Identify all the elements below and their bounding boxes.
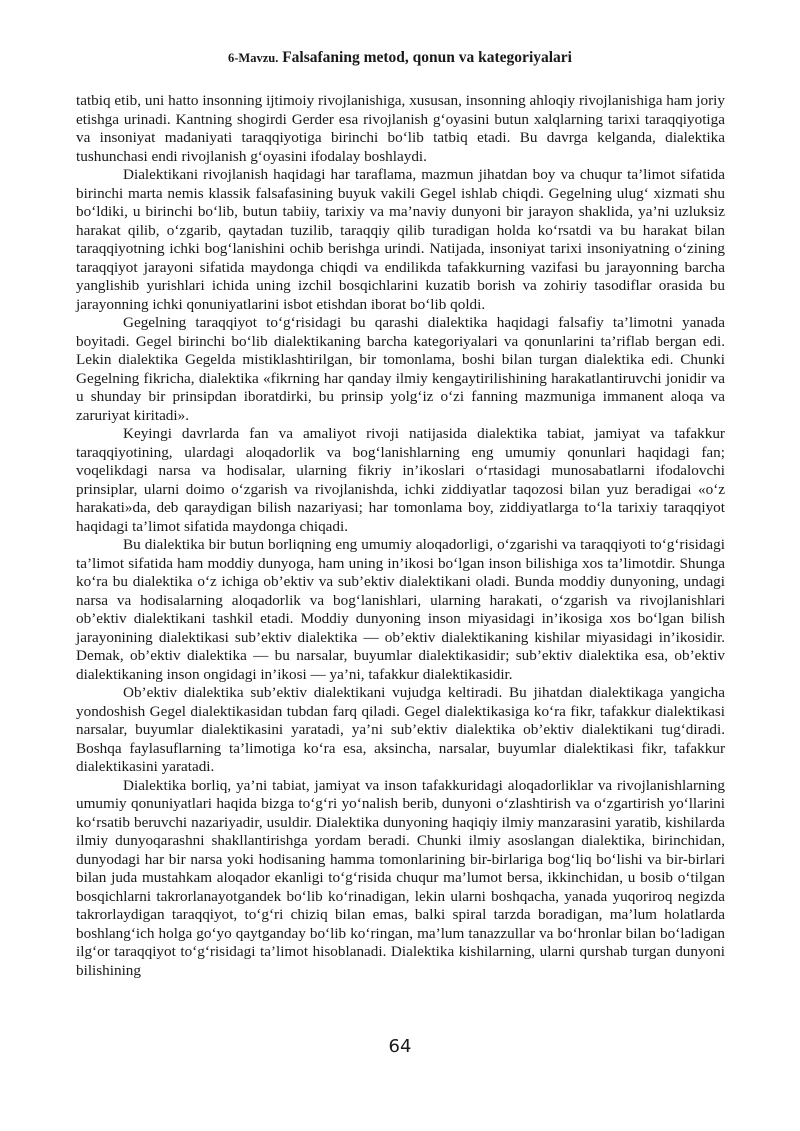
paragraph: Ob’ektiv dialektika sub’ektiv dialektikani vujudga keltiradi. Bu jihatdan dialektikaga yangicha yondoshish Gegel dialektikasidan tubdan farq qiladi. Gegel dialektikasiga ko‘ra fikr, tafakkur dialektikasi narsalar, buyumlar dialektikasini yaratadi, ya’ni sub’ektiv dialektika ob’ektiv dialektikani tug‘diradi. Boshqa faylasuflarning ta’limotiga ko‘ra esa, aksincha, narsalar, buyumlar dialektikasi fikr, tafakkur dialektikasini yaratadi. bbox=[76, 684, 725, 775]
paragraph: tatbiq etib, uni hatto insonning ijtimoiy rivojlanishiga, xususan, insonning ahloqiy rivojlanishiga ham joriy etishga urinadi. Kantning shogirdi Gerder esa rivojlanish g‘oyasini butun xalqlarning tarixi taraqqiyotiga va insoniyat madaniyati taraqqiyotiga birinchi bo‘lib tatbiq etadi. Bu davrga kelganda, dialektika tushunchasi endi rivojlanish g‘oyasini ifodalay boshlaydi. bbox=[76, 92, 725, 165]
page-header bbox=[0, 48, 800, 68]
topic-number: 6-Mavzu. bbox=[227, 51, 279, 65]
body-text bbox=[76, 92, 725, 980]
paragraph: Keyingi davrlarda fan va amaliyot rivoji natijasida dialektika tabiat, jamiyat va tafakkur taraqqiyotining, ulardagi aloqadorlik va bog‘lanishlarning eng umumiy qonunlari haqidagi fan; voqelikdagi narsa va hodisalar, ularning fikriy in’ikoslari o‘rtasidagi munosabatlarni ifodalovchi prinsiplar, ularni doimo o‘zgarish va rivojlanishda, ichki ziddiyatlar taqozosi bilan yuz beradigai «o‘z harakati»da, deb qaraydigan bilish nazariyasi; har tomonlama boy, ziddiyatlarga to‘la tarixiy taraqqiyot haqidagi ta’limot sifatida maydonga chiqadi. bbox=[76, 425, 725, 535]
paragraph: Bu dialektika bir butun borliqning eng umumiy aloqadorligi, o‘zgarishi va taraqqiyoti to‘g‘risidagi ta’limot sifatida ham moddiy dunyoga, ham uning in’ikosi bo‘lgan inson bilishiga xos ta’limotdir. Shunga ko‘ra bu dialektika o‘z ichiga ob’ektiv va sub’ektiv dialektikani oladi. Bunda moddiy dunyoning, undagi narsa va hodisalarning aloqadorlik va bog‘lanishlari, ularning harakati, o‘zgarish va rivojlanishlari ob’ektiv dialektikani tashkil etadi. Moddiy dunyoning inson miyasidagi in’ikosiga xos bo‘lgan bilish jarayonining dialektikasi sub’ektiv dialektika — ob’ektiv dialektikaning kishilar miyasidagi in’ikosidir. Demak, ob’ektiv dialektika — bu narsalar, buyumlar dialektikasidir; sub’ektiv dialektika esa, ob’ektiv dialektikaning inson ongidagi in’ikosi — ya’ni, tafakkur dialektikasidir. bbox=[76, 536, 725, 683]
paragraph: Gegelning taraqqiyot to‘g‘risidagi bu qarashi dialektika haqidagi falsafiy ta’limotni yanada boyitadi. Gegel birinchi bo‘lib dialektikaning barcha kategoriyalari va qonunlarini ta’riflab bergan edi. Lekin dialektika Gegelda mistiklashtirilgan, bir tomonlama, boshi bilan turgan dialektika edi. Chunki Gegelning fikricha, dialektika «fikrning har qanday ilmiy kengaytirilishining harakatlantiruvchi jonidir va u shunday bir prinsipdan iboratdirki, bu prinsip yolg‘iz o‘zi fanning mazmuniga immanent aloqa va zaruriyat kiritadi». bbox=[76, 314, 725, 424]
page-number: 64 bbox=[388, 1036, 412, 1057]
paragraph: Dialektika borliq, ya’ni tabiat, jamiyat va inson tafakkuridagi aloqadorliklar va rivojlanishlarning umumiy qonuniyatlari haqida bizga to‘g‘ri yo‘nalish berib, dunyoni o‘zlashtirish va o‘zgartirish yo‘llarini ko‘rsatib beruvchi nazariyadir, usuldir. Dialektika dunyoning haqiqiy ilmiy manzarasini yaratib, kishilarda ilmiy dunyoqarashni shakllantirishga yordam beradi. Chunki ilmiy asoslangan dialektika, birinchidan, dunyodagi har bir narsa yoki hodisaning hamma tomonlarining bir-birlariga bog‘liq bo‘lishi va bir-birlari bilan juda mustahkam aloqador ekanligi to‘g‘risida chuqur ma’lumot bersa, ikkinchidan, u bosib o‘tilgan bosqichlarni takrorlanayotgandek bo‘lib ko‘rinadigan, lekin ularni boshqacha, yanada yuqoriroq negizda takrorlaydigan taraqqiyot, to‘g‘ri chiziq bilan emas, balki spiral tarzda boradigan, ma’lum holatlarda boshlang‘ich holga go‘yo qaytganday bo‘lib ko‘ringan, ma’lum tanazzullar va bo‘hronlar bilan bo‘ladigan ilg‘or taraqqiyot to‘g‘risidagi ta’limot hisoblanadi. Dialektika kishilarning, ularni qurshab turgan dunyoni bilishining bbox=[76, 776, 725, 979]
topic-title: Falsafaning metod, qonun va kategoriyalari bbox=[282, 49, 572, 66]
paragraph: Dialektikani rivojlanish haqidagi har taraflama, mazmun jihatdan boy va chuqur ta’limot sifatida birinchi marta nemis klassik falsafasining buyuk vakili Gegel ishlab chiqdi. Gegelning ulug‘ xizmati shu bo‘ldiki, u birinchi bo‘lib, butun tabiiy, tarixiy va ma’naviy dunyoni bir jarayon shaklida, ya’ni uzluksiz harakat qilib, o‘zgarib, qaytadan tuzilib, taraqqiy qilib turadigan holda ko‘rsatdi va bu harakat bilan taraqqiyotning ichki bog‘lanishini ochib berishga urindi. Natijada, insoniyat tarixi insoniyatning o‘zining taraqqiyot jarayoni sifatida maydonga chiqdi va endilikda tafakkurning vazifasi bu jarayonning barcha yanglishib yurishlari ichida uning izchil bosqichlarini kuzatib borish va zohiriy tasodiflar orasida bu jarayonning ichki qonuniyatlarini isbot etishdan iborat bo‘lib qoldi. bbox=[76, 166, 725, 313]
